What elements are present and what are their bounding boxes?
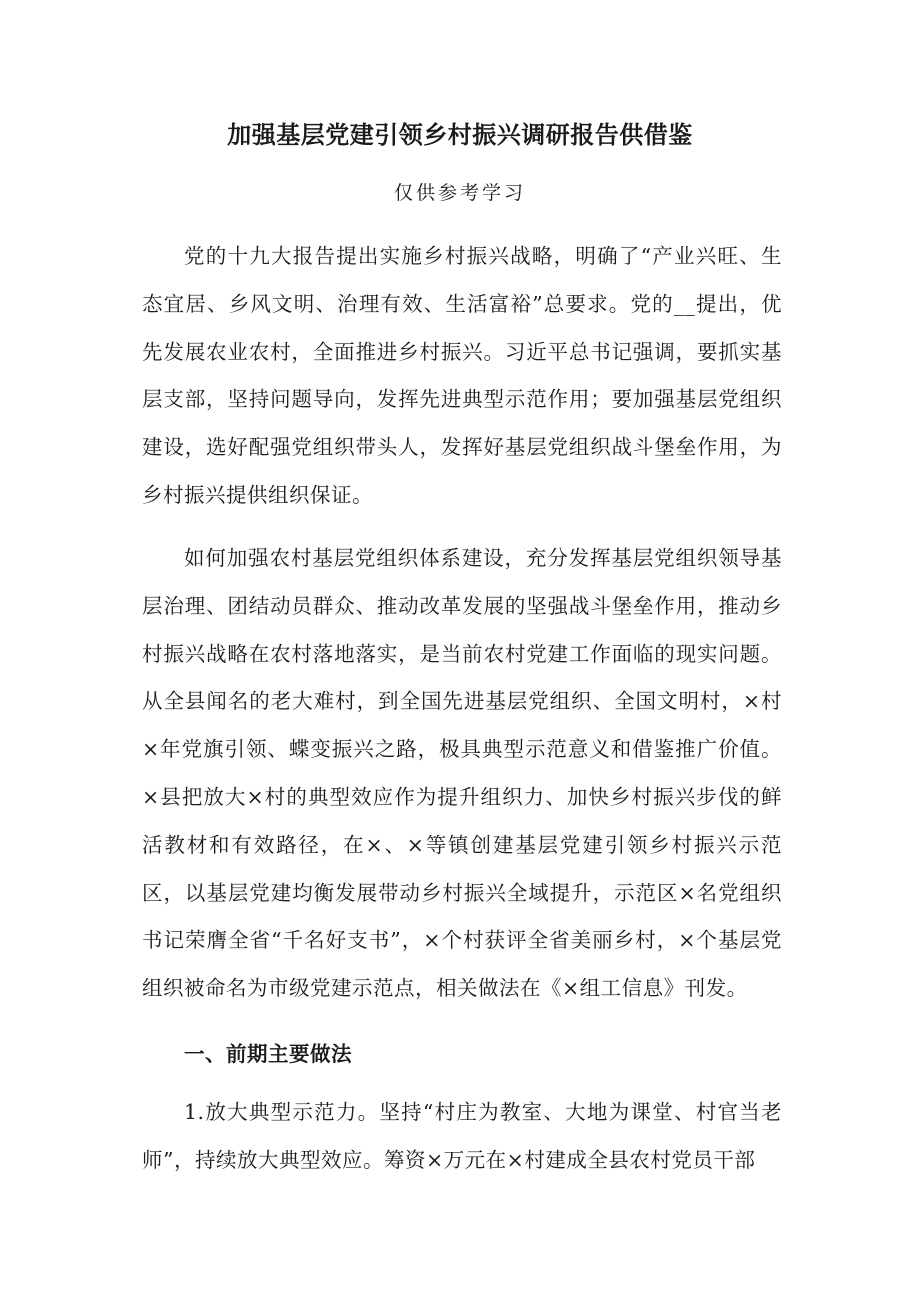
body-paragraph-1: 党的十九大报告提出实施乡村振兴战略，明确了“产业兴旺、生态宜居、乡风文明、治理有效、生活富裕”总要求。党的__提出，优先发展农业农村，全面推进乡村振兴。习近平总书记强调，要抓实基层支部，坚持问题导向，发挥先进典型示范作用；要加强基层党组织建设，选好配强党组织带头人，发挥好基层党组织战斗堡垒作用，为乡村振兴提供组织保证。 — [142, 244, 782, 507]
section-heading: 一、前期主要做法 — [184, 1042, 352, 1066]
document-title: 加强基层党建引领乡村振兴调研报告供借鉴 — [227, 120, 693, 149]
document-subtitle: 仅供参考学习 — [393, 182, 526, 204]
section-paragraph-1: 1.放大典型示范力。坚持“村庄为教室、大地为课堂、村官当老师”，持续放大典型效应。筹资×万元在×村建成全县农村党员干部 — [142, 1100, 782, 1172]
body-paragraph-2: 如何加强农村基层党组织体系建设，充分发挥基层党组织领导基层治理、团结动员群众、推动改革发展的坚强战斗堡垒作用，推动乡村振兴战略在农村落地落实，是当前农村党建工作面临的现实问题。从全县闻名的老大难村，到全国先进基层党组织、全国文明村，×村×年党旗引领、蝶变振兴之路，极具典型示范意义和借鉴推广价值。×县把放大×村的典型效应作为提升组织力、加快乡村振兴步伐的鲜活教材和有效路径，在×、×等镇创建基层党建引领乡村振兴示范区，以基层党建均衡发展带动乡村振兴全域提升，示范区×名党组织书记荣膺全省“千名好支书”，×个村获评全省美丽乡村，×个基层党组织被命名为市级党建示范点，相关做法在《×组工信息》刊发。 — [142, 546, 782, 1001]
